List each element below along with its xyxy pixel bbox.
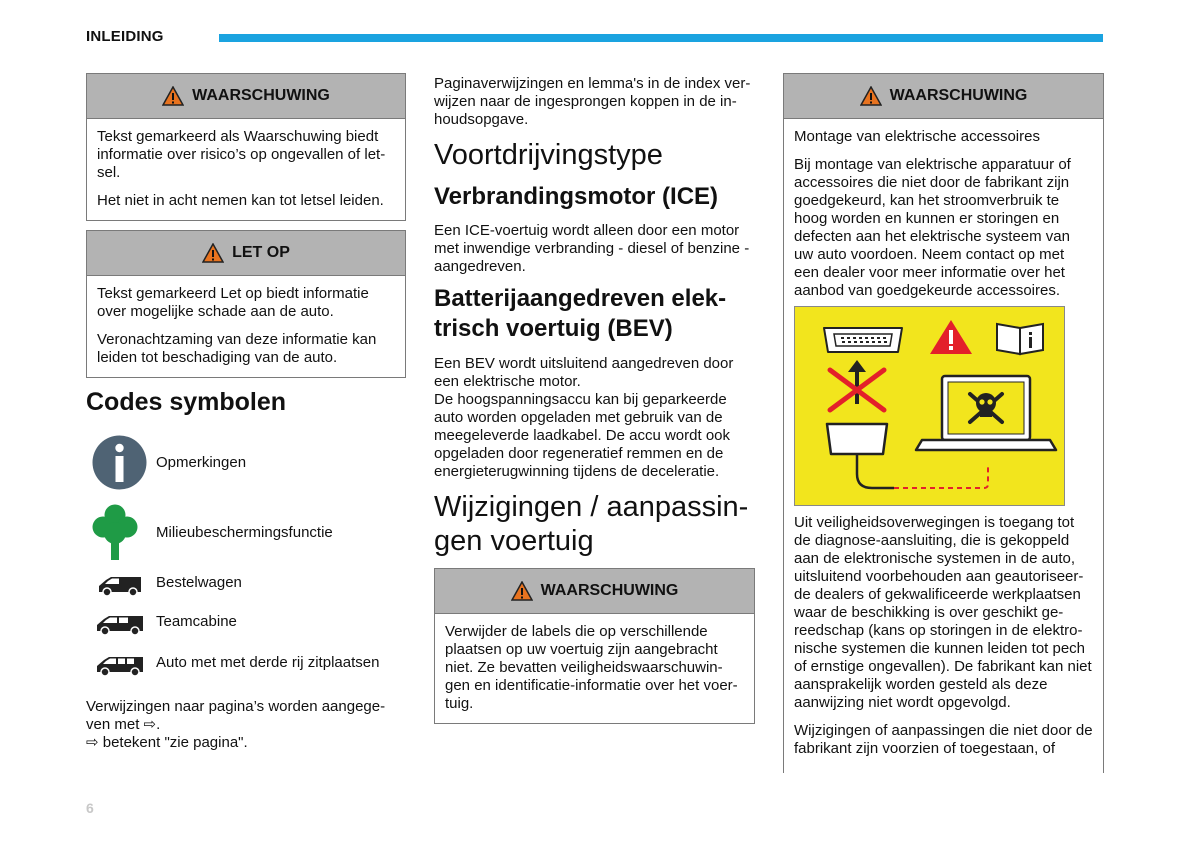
paragraph: Het niet in acht nemen kan tot letsel leiden. — [97, 192, 384, 209]
accessories-warning-box — [783, 73, 1104, 773]
bev-heading: Batterijaangedreven elek-trisch voertuig (BEV) — [434, 285, 727, 342]
caution-box-title: LET OP — [232, 244, 290, 261]
warning-box-title: WAARSCHUWING — [889, 87, 1028, 104]
modifications-heading: Wijzigingen / aanpassin-gen voertuig — [434, 491, 749, 557]
paragraph: Verwijder de labels die op verschillende plaatsen op uw voertuig zijn aangebracht niet. Ze bevatten veiligheidswaarschuwin-gen en identificatie-informatie over het voer-tuig. — [445, 623, 738, 712]
manual-icon — [997, 324, 1043, 354]
ice-text: Een ICE-voertuig wordt alleen door een motor met inwendige verbranding - diesel of benzine - aangedreven. — [434, 222, 750, 275]
ice-heading: Verbrandingsmotor (ICE) — [434, 183, 719, 210]
paragraph: Veronachtzaming van deze informatie kan leiden tot beschadiging van de auto. — [97, 331, 377, 366]
warning-box-header — [784, 74, 1103, 119]
info-icon — [92, 435, 147, 490]
warning-triangle-icon — [860, 86, 882, 106]
third-row-van-icon — [95, 655, 145, 677]
symbol-label: Teamcabine — [156, 613, 237, 630]
warning-triangle-icon — [511, 581, 533, 601]
caution-box-header — [87, 231, 405, 276]
section-title: INLEIDING — [86, 28, 164, 45]
paragraph: Wijzigingen of aanpassingen die niet door de fabrikant zijn voorzien of toegestaan, of — [794, 722, 1093, 757]
references-text — [86, 698, 396, 752]
caution-box — [86, 230, 406, 378]
symbol-label: Milieubeschermingsfunctie — [156, 524, 333, 541]
diagnostic-warning-label — [794, 306, 1065, 506]
warning-triangle-icon — [162, 86, 184, 106]
bev-text — [434, 355, 754, 481]
warning-box-header — [87, 74, 405, 119]
warning-box — [86, 73, 406, 221]
warning-box — [434, 568, 755, 724]
crew-cab-icon — [95, 614, 145, 636]
paragraph: Verwijzingen naar pagina’s worden aangege-ven met ⇨. — [86, 698, 386, 733]
warning-box-header — [435, 569, 754, 614]
warning-box-body — [87, 119, 405, 226]
paragraph: Tekst gemarkeerd als Waarschuwing biedt informatie over risico’s op ongevallen of let-sel. — [97, 128, 386, 181]
van-icon — [97, 575, 143, 597]
intro-text: Paginaverwijzingen en lemma's in de index ver-wijzen naar de ingesprongen koppen in de in-houdsopgave. — [434, 75, 751, 128]
paragraph: Uit veiligheidsoverwegingen is toegang tot de diagnose-aansluiting, die is gekoppeld aan de elektronische systemen in de auto, uitsluitend voorbehouden aan geautoriseer-de dealers of gekwalificeerde werkplaatsen waar de beschikking is over geschikt ge-reedschap (kans op storingen in de elektro-nische systemen die kunnen leiden tot pech of ernstige ongevallen). De fabrikant kan niet aansprakelijk worden gesteld als deze aanwijzing niet wordt opgevolgd. — [794, 514, 1092, 711]
paragraph: De hoogspanningsaccu kan bij geparkeerde auto worden opgeladen met gebruik van de meegeleverde laadkabel. De accu wordt ook opgeladen door regeneratief remmen en de energieterugwinning tijdens de deceleratie. — [434, 391, 731, 480]
paragraph: Bij montage van elektrische apparatuur of accessoires die niet door de fabrikant zijn goedgekeurd, kan het stroomverbruik te hoog worden en kunnen er storingen en defecten aan het elektrische systeem van uw auto voordoen. Neem contact op met een dealer voor meer informatie over het aanbod van goedgekeurde accessoires. — [794, 156, 1071, 299]
warning-box-title: WAARSCHUWING — [192, 87, 330, 104]
tree-icon — [92, 504, 138, 560]
header-rule — [219, 34, 1103, 42]
paragraph: Montage van elektrische accessoires — [794, 128, 1040, 145]
page-number: 6 — [86, 800, 94, 816]
paragraph: ⇨ betekent "zie pagina". — [86, 734, 248, 751]
diagnostic-connector-icon — [824, 328, 902, 352]
propulsion-heading: Voortdrijvingstype — [434, 139, 663, 171]
paragraph: Tekst gemarkeerd Let op biedt informatie over mogelijke schade aan de auto. — [97, 285, 369, 320]
warning-box-body — [784, 119, 1103, 774]
paragraph: Een BEV wordt uitsluitend aangedreven door een elektrische motor. — [434, 355, 734, 390]
warning-triangle-icon — [202, 243, 224, 263]
symbols-heading: Codes symbolen — [86, 388, 287, 416]
symbol-label: Bestelwagen — [156, 574, 242, 591]
caution-box-body — [87, 276, 405, 383]
symbol-label: Opmerkingen — [156, 454, 247, 471]
symbol-label: Auto met met derde rij zitplaatsen — [156, 654, 380, 671]
warning-box-body — [435, 614, 754, 729]
warning-box-title: WAARSCHUWING — [540, 582, 679, 599]
